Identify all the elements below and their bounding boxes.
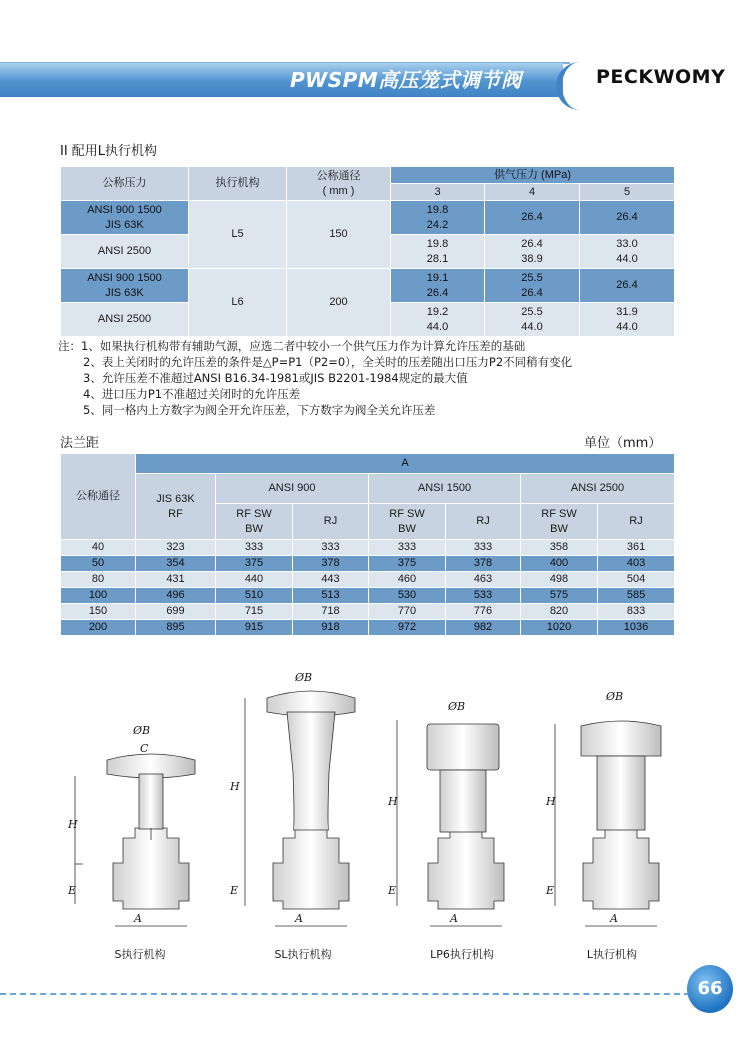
cell-value: 323 (136, 540, 216, 556)
th-pressure: 公称压力 (61, 167, 189, 201)
cell-pressure: ANSI 2500 (61, 235, 189, 269)
cell-value: 918 (293, 620, 369, 636)
cell-value (485, 269, 580, 303)
th-rj: RJ (446, 504, 521, 540)
cell-value: 443 (293, 572, 369, 588)
cell-value: 378 (446, 556, 521, 572)
section1-title: II 配用L执行机构 (60, 144, 158, 159)
cell-value: 833 (598, 604, 675, 620)
th-supply-3: 3 (391, 184, 485, 201)
diagram-sl-actuator (245, 691, 355, 926)
cell-value: 431 (136, 572, 216, 588)
cell-value (580, 235, 675, 269)
th-rfsw-line2: BW (550, 522, 568, 535)
note-5: 5、同一格内上方数字为阀全开允许压差，下方数字为阀全关允许压差 (83, 403, 436, 417)
th-rfsw-line1: RF SW (236, 507, 272, 520)
cell-value: 403 (598, 556, 675, 572)
th-diameter-line2: ( mm ) (322, 184, 355, 197)
cell-value: 333 (369, 540, 446, 556)
cell-value: 26.4 (485, 201, 580, 235)
dim-b-s: ØB (133, 724, 151, 737)
th-rfsw (369, 504, 446, 540)
cell-value: 358 (521, 540, 598, 556)
cell-value: 776 (446, 604, 521, 620)
cell-dn: 200 (61, 620, 136, 636)
th-rfsw-line2: BW (245, 522, 263, 535)
cell-value (485, 235, 580, 269)
th-rfsw (216, 504, 293, 540)
th-rfsw-line2: BW (398, 522, 416, 535)
cell-value: 333 (446, 540, 521, 556)
th-jis-line2: RF (168, 507, 183, 520)
th-rj: RJ (598, 504, 675, 540)
cell-value: 26.4 (580, 269, 675, 303)
table-row (61, 620, 675, 636)
cell-value: 378 (293, 556, 369, 572)
cell-value: 715 (216, 604, 293, 620)
note-3: 3、允许压差不准超过ANSI B16.34-1981或JIS B2201-1984规定的最大值 (83, 371, 468, 385)
cell-value: 26.4 (580, 201, 675, 235)
cell-value: 915 (216, 620, 293, 636)
value-closed: 38.9 (521, 252, 543, 265)
cell-value: 463 (446, 572, 521, 588)
value-closed: 44.0 (426, 320, 449, 333)
dim-h-s: H (68, 818, 78, 831)
th-ansi900: ANSI 900 (216, 474, 369, 504)
cell-value (391, 201, 485, 235)
th-rj: RJ (293, 504, 369, 540)
cell-value: 400 (521, 556, 598, 572)
dim-a-l: A (610, 912, 618, 925)
table-row (61, 572, 675, 588)
value-closed: 24.2 (426, 218, 449, 231)
cell-pressure (61, 201, 189, 235)
table-row (61, 556, 675, 572)
cell-value: 533 (446, 588, 521, 604)
dim-e-s: E (68, 884, 77, 897)
table-row (61, 604, 675, 620)
th-A: A (136, 454, 675, 474)
diagram-s-actuator (75, 754, 195, 926)
cell-value (485, 303, 580, 337)
cell-diameter: 200 (287, 269, 391, 337)
dim-c-s: C (140, 742, 149, 755)
cell-value: 530 (369, 588, 446, 604)
cell-value: 440 (216, 572, 293, 588)
cell-value (391, 303, 485, 337)
note-4: 4、进口压力P1不准超过关闭时的允许压差 (83, 387, 301, 401)
cell-value: 333 (293, 540, 369, 556)
page-title: PWSPM高压笼式调节阀 (290, 68, 522, 92)
th-jis (136, 474, 216, 540)
cell-value: 460 (369, 572, 446, 588)
value-open: 31.9 (616, 305, 638, 318)
footer-dashed-line (0, 993, 690, 995)
cell-actuator: L5 (189, 201, 287, 269)
th-supply: 供气压力 (MPa) (391, 167, 675, 184)
dim-h-l: H (546, 795, 556, 808)
dim-h-lp6: H (388, 795, 398, 808)
cell-pressure-line2: JIS 63K (105, 218, 144, 231)
cell-value: 510 (216, 588, 293, 604)
flange-table (60, 453, 675, 636)
th-supply-4: 4 (485, 184, 580, 201)
value-open: 19.8 (426, 237, 449, 250)
cell-dn: 100 (61, 588, 136, 604)
dim-a-sl: A (295, 912, 303, 925)
unit-label: 单位（mm） (584, 436, 662, 451)
cell-value: 333 (216, 540, 293, 556)
label-s-actuator: S执行机构 (114, 948, 166, 961)
cell-value: 699 (136, 604, 216, 620)
value-open: 19.1 (426, 271, 449, 284)
value-open: 33.0 (616, 237, 638, 250)
cell-pressure-line1: ANSI 900 1500 (87, 203, 162, 216)
cell-value: 513 (293, 588, 369, 604)
cell-value: 718 (293, 604, 369, 620)
dim-a-lp6: A (450, 912, 458, 925)
notes (58, 338, 698, 418)
th-ansi2500: ANSI 2500 (521, 474, 675, 504)
cell-value: 895 (136, 620, 216, 636)
valve-diagrams (55, 668, 685, 958)
cell-value: 361 (598, 540, 675, 556)
cell-actuator: L6 (189, 269, 287, 337)
cell-value: 375 (369, 556, 446, 572)
cell-value: 770 (369, 604, 446, 620)
cell-dn: 80 (61, 572, 136, 588)
cell-diameter: 150 (287, 201, 391, 269)
cell-value (391, 269, 485, 303)
th-dn: 公称通径 (61, 454, 136, 540)
table-row (61, 540, 675, 556)
dim-b-sl: ØB (295, 671, 313, 684)
label-l-actuator: L执行机构 (586, 948, 638, 961)
value-closed: 26.4 (426, 286, 449, 299)
label-sl-actuator: SL执行机构 (274, 948, 332, 961)
cell-value: 496 (136, 588, 216, 604)
page-number: 66 (697, 978, 723, 999)
th-supply-5: 5 (580, 184, 675, 201)
cell-value: 1036 (598, 620, 675, 636)
dim-e-lp6: E (388, 884, 397, 897)
l-actuator-table (60, 166, 675, 337)
dim-b-l: ØB (606, 690, 624, 703)
cell-dn: 40 (61, 540, 136, 556)
flange-table-body (61, 540, 675, 636)
note-2: 2、表上关闭时的允许压差的条件是△P=P1（P2=0），全关时的压差随出口压力P2不同稍有变化 (83, 355, 573, 369)
dim-e-sl: E (230, 884, 239, 897)
cell-value (580, 303, 675, 337)
value-closed: 44.0 (521, 320, 543, 333)
cell-value: 820 (521, 604, 598, 620)
value-closed: 44.0 (616, 320, 638, 333)
dim-a-s: A (134, 912, 142, 925)
cell-dn: 50 (61, 556, 136, 572)
cell-value: 585 (598, 588, 675, 604)
dim-e-l: E (546, 884, 555, 897)
dim-h-sl: H (230, 780, 240, 793)
value-closed: 28.1 (426, 252, 449, 265)
th-diameter-line1: 公称通径 (316, 169, 361, 182)
value-open: 19.8 (426, 203, 449, 216)
cell-value (391, 235, 485, 269)
th-actuator: 执行机构 (189, 167, 287, 201)
dim-b-lp6: ØB (448, 700, 466, 713)
header-arc (556, 62, 598, 110)
cell-value: 972 (369, 620, 446, 636)
cell-value: 354 (136, 556, 216, 572)
cell-value: 504 (598, 572, 675, 588)
th-rfsw (521, 504, 598, 540)
label-lp6-actuator: LP6执行机构 (430, 948, 494, 961)
diagram-lp6-actuator (397, 720, 504, 926)
cell-pressure-line2: JIS 63K (105, 286, 144, 299)
value-closed: 26.4 (521, 286, 543, 299)
th-jis-line1: JIS 63K (156, 492, 195, 505)
note-1: 注：1、如果执行机构带有辅助气源，应选二者中较小一个供气压力作为计算允许压差的基础 (58, 339, 526, 353)
value-closed: 44.0 (616, 252, 638, 265)
cell-value: 375 (216, 556, 293, 572)
value-open: 25.5 (521, 271, 543, 284)
cell-value: 498 (521, 572, 598, 588)
cell-value: 575 (521, 588, 598, 604)
cell-pressure: ANSI 2500 (61, 303, 189, 337)
section2-title: 法兰距 (60, 436, 100, 451)
table-row (61, 588, 675, 604)
value-open: 19.2 (426, 305, 449, 318)
cell-pressure (61, 269, 189, 303)
diagram-l-actuator (555, 721, 661, 926)
value-open: 25.5 (521, 305, 543, 318)
cell-value: 1020 (521, 620, 598, 636)
value-open: 26.4 (521, 237, 543, 250)
th-ansi1500: ANSI 1500 (369, 474, 521, 504)
cell-value: 982 (446, 620, 521, 636)
brand-logo: PECKWOMY (596, 66, 726, 88)
cell-dn: 150 (61, 604, 136, 620)
th-diameter (287, 167, 391, 201)
th-rfsw-line1: RF SW (389, 507, 425, 520)
cell-pressure-line1: ANSI 900 1500 (87, 271, 162, 284)
th-rfsw-line1: RF SW (541, 507, 577, 520)
